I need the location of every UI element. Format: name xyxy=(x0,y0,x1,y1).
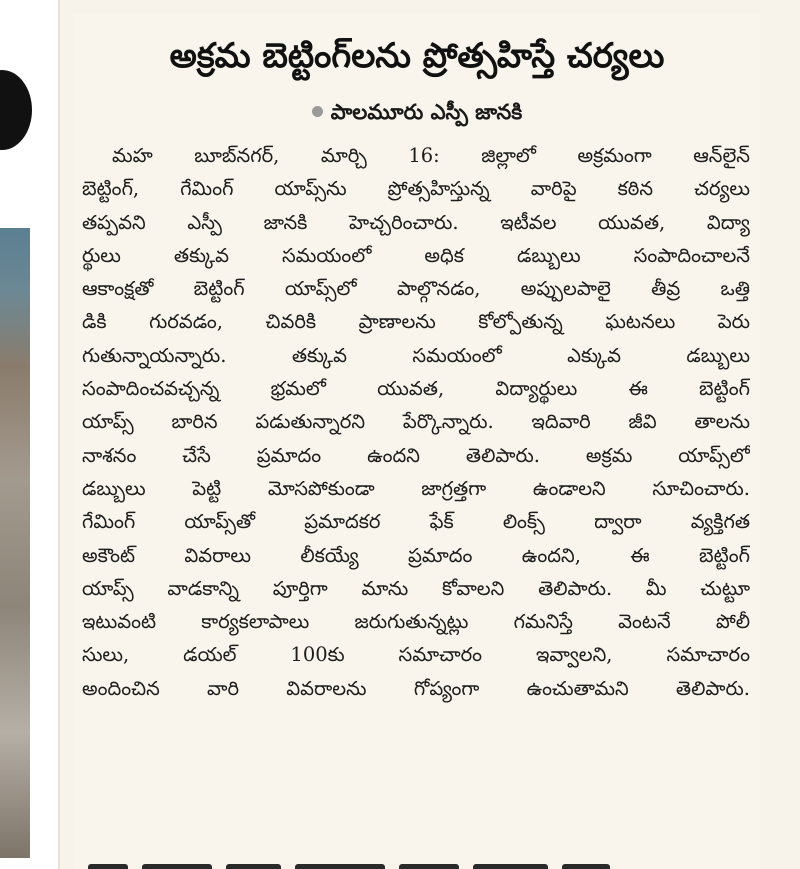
body-line: గేమింగ్ యాప్స్‌తో ప్రమాదకర ఫేక్ లింక్స్ ద్వారా వ్యక్తిగత xyxy=(82,510,750,534)
body-line: మహ బూబ్‌నగర్, మార్చి 16: జిల్లాలో అక్రమంగా ఆన్‌లైన్ xyxy=(112,144,750,167)
body-line: అకౌంట్ వివరాలు లీకయ్యే ప్రమాదం ఉందని, ఈ బెట్టింగ్ xyxy=(82,543,750,567)
byline-text: పాలమూరు ఎస్పీ జానకి xyxy=(330,100,523,124)
body-line: సంపాదించవచ్చన్న భ్రమలో యువత, విద్యార్థులు ఈ బెట్టింగ్ xyxy=(82,377,750,401)
body-line: సులు, డయల్ 100కు సమాచారం ఇవ్వాలని, సమాచారం xyxy=(82,643,750,667)
next-headline-fragment xyxy=(88,859,748,869)
body-line: ఇటువంటి కార్యకలాపాలు జరుగుతున్నట్లు గమనిస్తే వెంటనే పోలీ xyxy=(82,610,750,634)
column-divider xyxy=(58,0,60,869)
body-line: అందించిన వారి వివరాలను గోప్యంగా ఉంచుతామని తెలిపారు. xyxy=(82,676,750,700)
adjacent-photo xyxy=(0,228,30,858)
body-line: ఆకాంక్షతో బెట్టింగ్ యాప్స్‌లో పాల్గొనడం, అప్పులపాలై తీవ్ర ఒత్తి xyxy=(82,277,750,301)
news-article xyxy=(74,14,760,869)
body-line: నాశనం చేసే ప్రమాదం ఉందని తెలిపారు. అక్రమ యాప్స్‌లో xyxy=(82,443,750,467)
byline xyxy=(74,98,760,126)
body-line: డబ్బులు పెట్టి మోసపోకుండా జాగ్రత్తగా ఉండాలని సూచించారు. xyxy=(82,476,750,500)
body-line: తప్పవని ఎస్పీ జానకి హెచ్చరించారు. ఇటీవల యువత, విద్యా xyxy=(82,210,750,234)
body-line: గుతున్నాయన్నారు. తక్కువ సమయంలో ఎక్కువ డబ్బులు xyxy=(82,343,750,367)
body-line: యాప్స్ బారిన పడుతున్నారని పేర్కొన్నారు. ఇదివారి జీవి తాలను xyxy=(82,410,750,434)
body-line: ర్థులు తక్కువ సమయంలో అధిక డబ్బులు సంపాదించాలనే xyxy=(82,243,750,267)
article-body xyxy=(82,139,750,705)
body-line: బెట్టింగ్, గేమింగ్ యాప్స్‌ను ప్రోత్సహిస్తున్న వారిపై కఠిన చర్యలు xyxy=(82,177,750,201)
headline: అక్రమ బెట్టింగ్‌లను ప్రోత్సహిస్తే చర్యలు xyxy=(169,36,665,76)
body-line: యాప్స్ వాడకాన్ని పూర్తిగా మాను కోవాలని తెలిపారు. మీ చుట్టూ xyxy=(82,576,750,600)
bullet-icon xyxy=(312,106,323,117)
body-line: డికి గురవడం, చివరికి ప్రాణాలను కోల్పోతున్న ఘటనలు పెరు xyxy=(82,310,750,334)
